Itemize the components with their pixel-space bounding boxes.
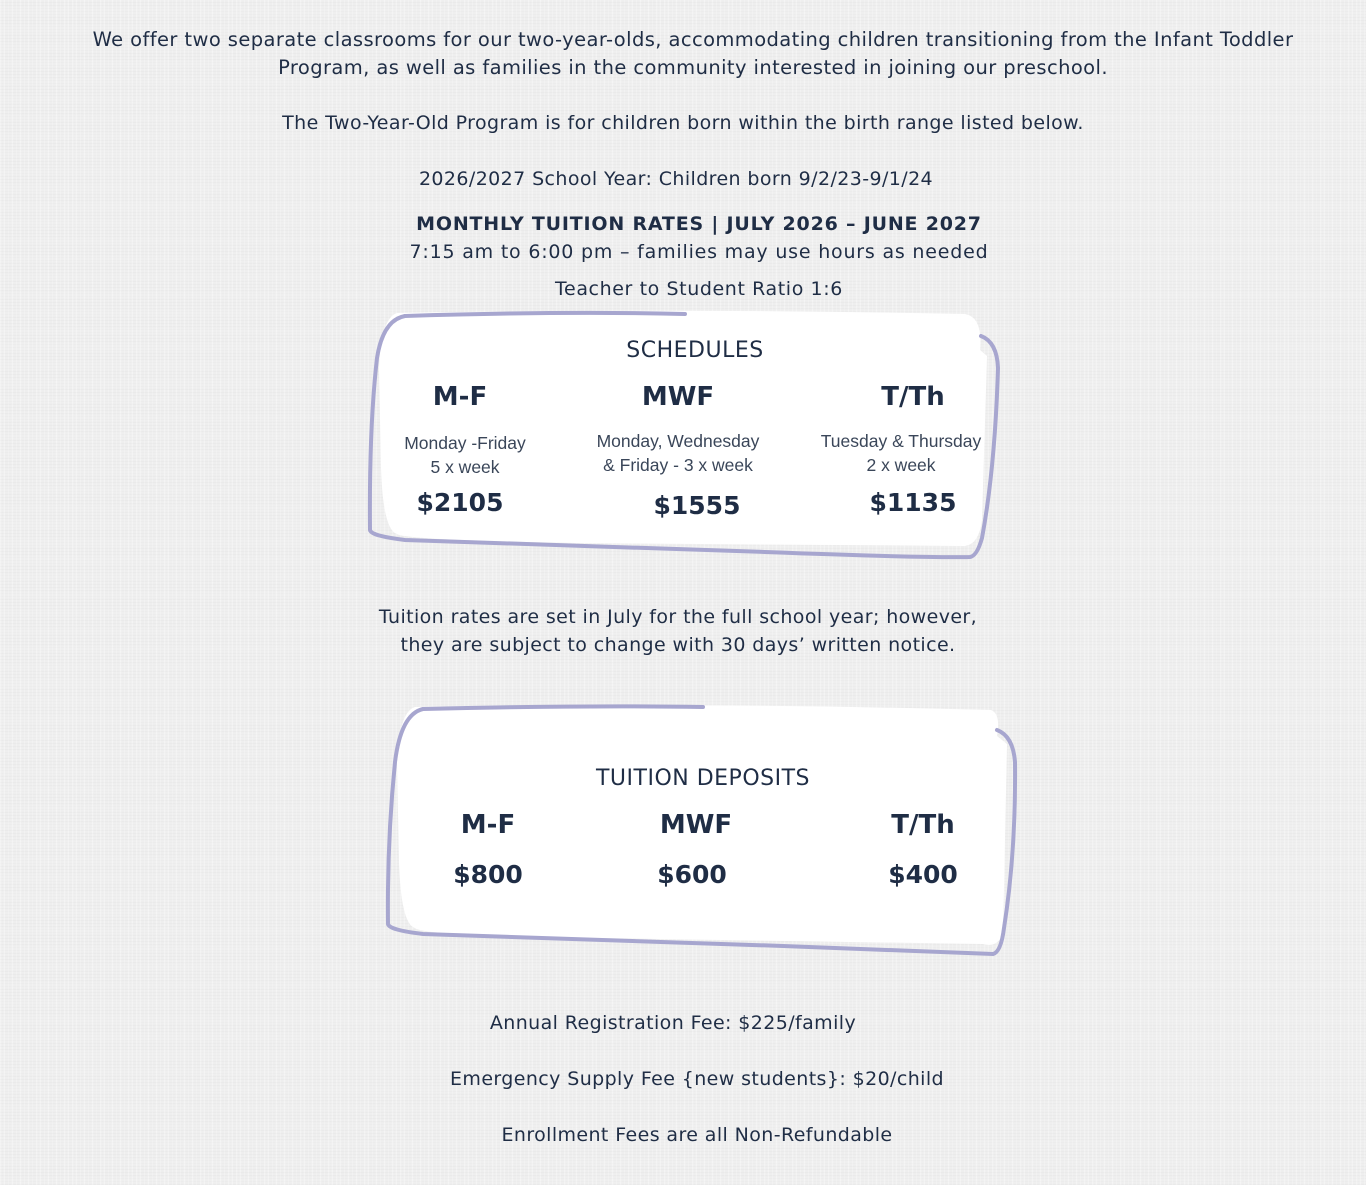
deposits-card	[383, 702, 1023, 962]
schedule-mf-price: $2105	[416, 488, 504, 517]
schedule-tth-price: $1135	[869, 488, 957, 517]
deposit-tth-price: $400	[888, 860, 958, 889]
deposit-tth-code: T/Th	[891, 810, 955, 840]
rates-heading: MONTHLY TUITION RATES | JULY 2026 – JUNE 2027	[416, 213, 982, 235]
schedule-tth-desc-1: Tuesday & Thursday	[820, 431, 982, 451]
intro-paragraph: We offer two separate classrooms for our two-year-olds, accommodating children transitioning from the Infant Toddler Program, as well as families in the community interested in joining our preschool.	[92, 28, 1294, 79]
tuition-note-line1: Tuition rates are set in July for the full school year; however,	[378, 606, 978, 628]
non-refundable-note: Enrollment Fees are all Non-Refundable	[501, 1124, 893, 1146]
deposit-mwf-code: MWF	[659, 810, 733, 840]
schedule-mwf-code: MWF	[641, 382, 715, 412]
deposits-title: TUITION DEPOSITS	[595, 766, 810, 791]
schedule-tth-desc-2: 2 x week	[866, 455, 936, 475]
registration-fee: Annual Registration Fee: $225/family	[489, 1012, 857, 1034]
tuition-note-line2: they are subject to change with 30 days’ written notice.	[400, 634, 956, 656]
deposit-mwf-price: $600	[657, 860, 727, 889]
schedules-title: SCHEDULES	[626, 338, 764, 363]
schedule-mf-desc-1: Monday -Friday	[404, 433, 526, 453]
schedule-mf-desc-2: 5 x week	[430, 457, 500, 477]
deposit-mf-price: $800	[453, 860, 523, 889]
schedule-tth-code: T/Th	[881, 382, 945, 412]
schedule-mwf-desc-2: & Friday - 3 x week	[603, 455, 753, 475]
schedules-card	[365, 308, 1005, 568]
schedule-mwf-desc-1: Monday, Wednesday	[596, 431, 760, 451]
ratio-text: Teacher to Student Ratio 1:6	[555, 278, 843, 300]
deposit-mf-code: M-F	[460, 810, 516, 840]
school-year: 2026/2027 School Year: Children born 9/2/23-9/1/24	[418, 168, 934, 190]
schedule-mwf-price: $1555	[653, 491, 741, 520]
program-note: The Two-Year-Old Program is for children born within the birth range listed below.	[282, 112, 1084, 134]
hours-text: 7:15 am to 6:00 pm – families may use hours as needed	[409, 241, 989, 263]
emergency-supply-fee: Emergency Supply Fee {new students}: $20/child	[450, 1068, 944, 1090]
schedule-mf-code: M-F	[432, 382, 488, 412]
